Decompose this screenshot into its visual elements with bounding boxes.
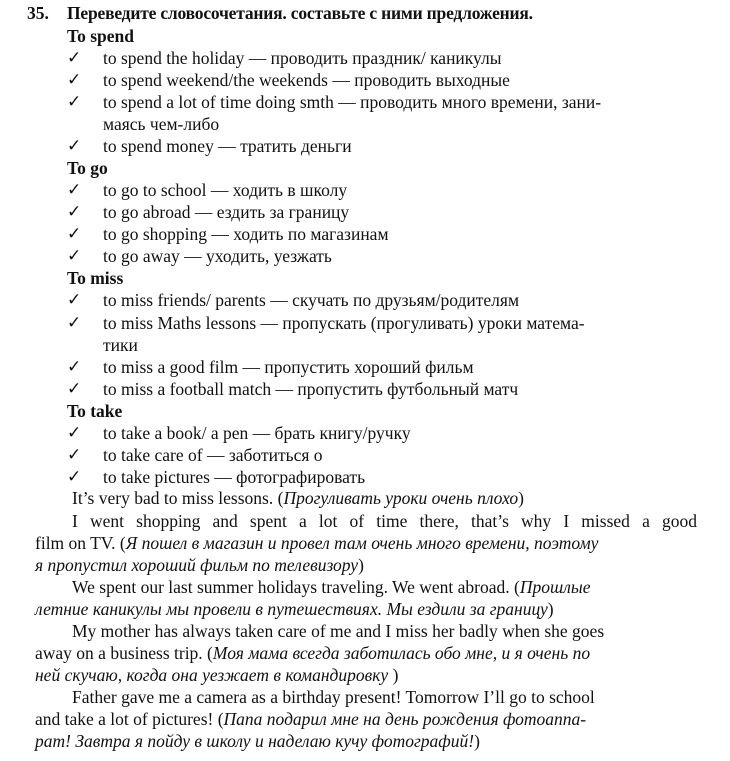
sentence-translation: Прошлые	[519, 577, 591, 597]
sentence-english: It’s very bad to miss lessons. (	[72, 488, 284, 508]
list-item: to miss friends/ parents — скучать по друзьям/родителям	[103, 290, 520, 310]
section-heading-to-spend: To spend	[67, 26, 134, 46]
section-heading-to-take: To take	[67, 401, 123, 421]
list-item: to spend money — тратить деньги	[103, 136, 352, 156]
sentence-paren-close: )	[358, 555, 364, 575]
list-item: to miss a football match — пропустить футбольный матч	[103, 379, 519, 399]
section-heading-to-miss: To miss	[67, 268, 124, 288]
sentence-english: My mother has always taken care of me and I miss her badly when she goes	[72, 621, 605, 641]
list-item: to spend weekend/the weekends — проводить выходные	[103, 70, 510, 90]
example-sentence-4-line-2	[35, 642, 590, 664]
check-icon: ✓	[67, 136, 82, 155]
example-sentence-5-line-2	[35, 708, 586, 730]
sentence-translation: летние каникулы мы провели в путешествиях. Мы ездили за границу	[35, 599, 548, 619]
check-icon: ✓	[67, 202, 82, 221]
sentence-english: away on a business trip. (	[35, 643, 213, 663]
check-icon: ✓	[67, 313, 82, 332]
sentence-translation: Я пошел в магазин и провел там очень много времени, поэтому	[125, 533, 599, 553]
check-icon: ✓	[67, 246, 82, 265]
example-sentence-2-line-2	[35, 532, 598, 554]
list-item: to take pictures — фотографировать	[103, 467, 366, 487]
example-sentence-4-line-3	[35, 664, 398, 686]
list-item: to spend a lot of time doing smth — проводить много времени, зани-	[103, 92, 602, 112]
list-item-continuation: маясь чем-либо	[103, 114, 220, 134]
sentence-translation: Прогуливать уроки очень плохо	[283, 488, 519, 508]
check-icon: ✓	[67, 92, 82, 111]
list-item: to miss a good film — пропустить хороший фильм	[103, 357, 474, 377]
sentence-translation: я пропустил хороший фильм по телевизору	[35, 555, 359, 575]
sentence-translation: рат! Завтра я пойду в школу и наделаю кучу фотографий!	[35, 731, 475, 751]
sentence-english: We spent our last summer holidays traveling. We went abroad. (	[72, 577, 520, 597]
example-sentence-2	[72, 510, 697, 532]
list-item: to go to school — ходить в школу	[103, 180, 348, 200]
example-sentence-5-line-3	[35, 730, 480, 752]
check-icon: ✓	[67, 445, 82, 464]
sentence-paren-close: )	[392, 665, 399, 685]
check-icon: ✓	[67, 48, 82, 67]
sentence-english: and take a lot of pictures! (	[35, 709, 224, 729]
example-sentence-3-line-2	[35, 598, 554, 620]
check-icon: ✓	[67, 423, 82, 442]
check-icon: ✓	[67, 224, 82, 243]
list-item: to spend the holiday — проводить праздник/ каникулы	[103, 48, 502, 68]
example-sentence-1	[72, 487, 524, 509]
list-item: to take a book/ a pen — брать книгу/ручку	[103, 423, 411, 443]
example-sentence-2-line-3	[35, 554, 364, 576]
check-icon: ✓	[67, 467, 82, 486]
list-item: to go away — уходить, уезжать	[103, 246, 332, 266]
section-heading-to-go: To go	[67, 158, 108, 178]
sentence-english: film on TV. (	[35, 533, 126, 553]
list-item: to take care of — заботиться о	[103, 445, 323, 465]
list-item: to go abroad — ездить за границу	[103, 202, 350, 222]
example-sentence-3	[72, 576, 590, 598]
check-icon: ✓	[67, 379, 82, 398]
sentence-english: Father gave me a camera as a birthday present! Tomorrow I’ll go to school	[72, 687, 595, 707]
sentence-translation: ней скучаю, когда она уезжает в командировку	[35, 665, 393, 685]
check-icon: ✓	[67, 180, 82, 199]
sentence-paren-close: )	[474, 731, 480, 751]
list-item-continuation: тики	[103, 335, 138, 355]
sentence-english: I went shopping and spent a lot of time there, that’s why I missed a good	[72, 511, 697, 531]
list-item: to miss Maths lessons — пропускать (прогуливать) уроки матема-	[103, 313, 585, 333]
check-icon: ✓	[67, 70, 82, 89]
sentence-translation: Моя мама всегда заботилась обо мне, и я очень по	[212, 643, 591, 663]
check-icon: ✓	[67, 290, 82, 309]
sentence-translation: Папа подарил мне на день рождения фотоаппа-	[223, 709, 587, 729]
example-sentence-4	[72, 620, 604, 642]
exercise-number: 35.	[27, 3, 49, 23]
sentence-paren-close: )	[518, 488, 524, 508]
check-icon: ✓	[67, 357, 82, 376]
sentence-paren-close: )	[547, 599, 554, 619]
example-sentence-5	[72, 686, 595, 708]
exercise-title: Переведите словосочетания. составьте с ними предложения.	[67, 3, 533, 23]
list-item: to go shopping — ходить по магазинам	[103, 224, 389, 244]
